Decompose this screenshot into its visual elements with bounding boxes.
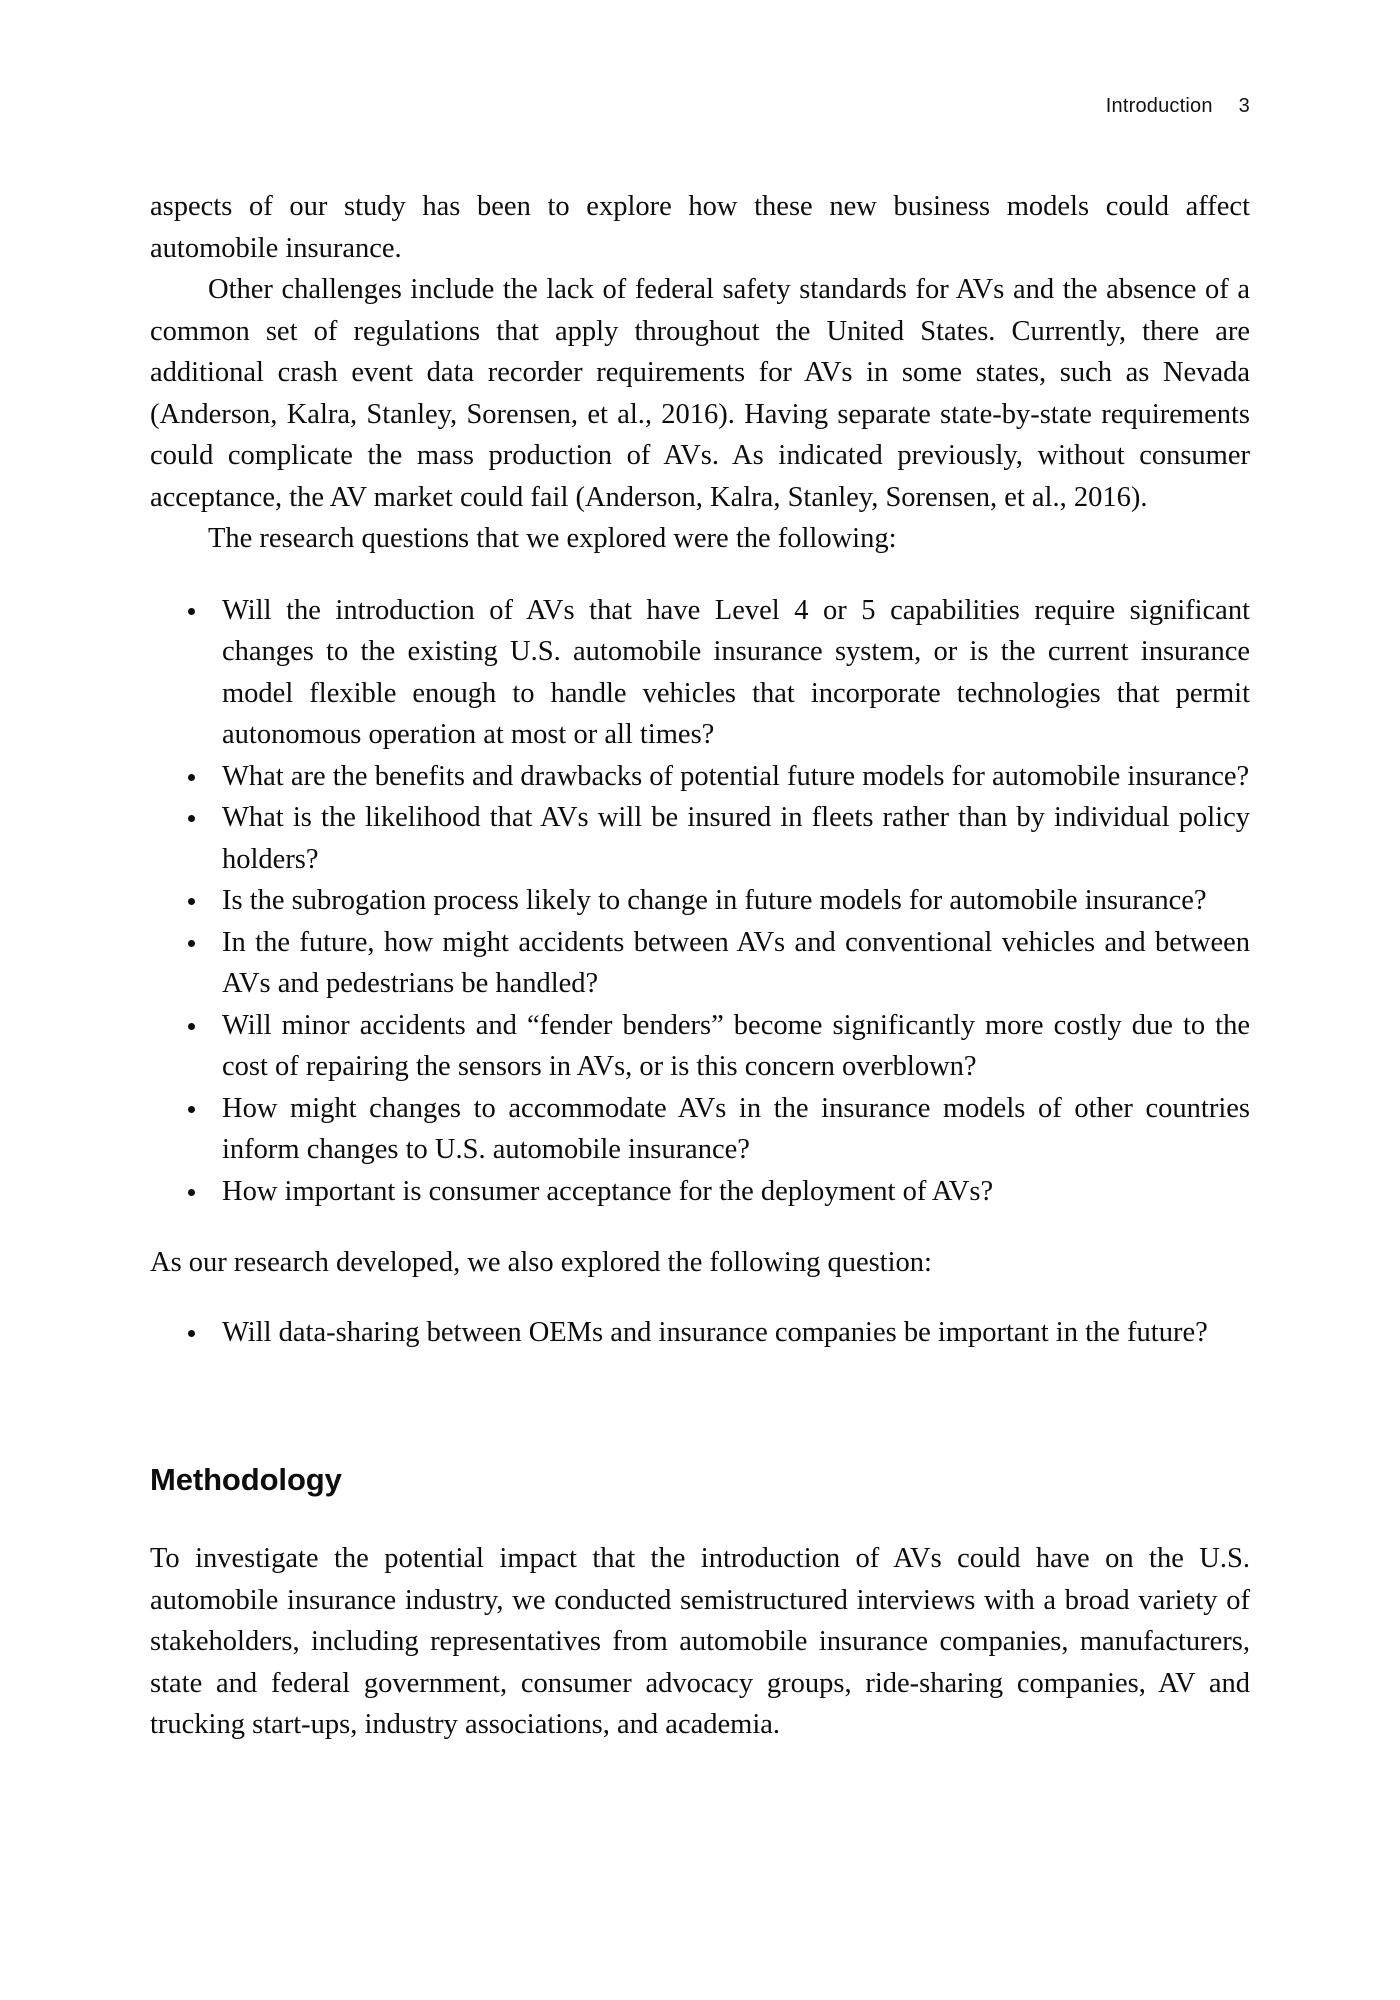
paragraph-continued: aspects of our study has been to explore how these new business models could affect automobile insurance.	[150, 191, 1250, 264]
list-item: How important is consumer acceptance for the deployment of AVs?	[150, 1171, 1250, 1213]
section-heading-methodology: Methodology	[150, 1462, 342, 1497]
paragraph-research-questions-intro: The research questions that we explored were the following:	[208, 523, 897, 554]
list-item: What are the benefits and drawbacks of potential future models for automobile insurance?	[150, 756, 1250, 798]
paragraph-additional-question-intro: As our research developed, we also explored the following question:	[150, 1247, 932, 1278]
running-head	[150, 96, 1250, 116]
research-questions-list	[150, 590, 1250, 1213]
page-number: 3	[1238, 95, 1250, 117]
text-column	[150, 186, 1250, 1746]
spacer	[150, 1212, 1250, 1242]
running-head-section-title: Introduction	[1105, 95, 1213, 117]
spacer	[150, 1353, 1250, 1461]
paragraph-methodology: To investigate the potential impact that the introduction of AVs could have on the U.S. automobile insurance industry, we conducted semistructured interviews with a broad variety of stakeholders, including representatives from automobile insurance companies, manufacturers, state and federal government, consumer advocacy groups, ride-sharing companies, AV and trucking start-ups, industry associations, and academia.	[150, 1543, 1250, 1741]
additional-questions-list	[150, 1312, 1250, 1354]
list-item: Will minor accidents and “fender benders” become significantly more costly due to the cost of repairing the sensors in AVs, or is this concern overblown?	[150, 1005, 1250, 1088]
paragraph-other-challenges: Other challenges include the lack of federal safety standards for AVs and the absence of a common set of regulations that apply throughout the United States. Currently, there are additional crash event data recorder requirements for AVs in some states, such as Nevada (Anderson, Kalra, Stanley, Sorensen, et al., 2016). Having separate state-by-state requirements could complicate the mass production of AVs. As indicated previously, without consumer acceptance, the AV market could fail (Anderson, Kalra, Stanley, Sorensen, et al., 2016).	[150, 274, 1250, 513]
list-item: What is the likelihood that AVs will be insured in fleets rather than by individual policy holders?	[150, 797, 1250, 880]
list-item: Will the introduction of AVs that have Level 4 or 5 capabilities require significant changes to the existing U.S. automobile insurance system, or is the current insurance model flexible enough to handle vehicles that incorporate technologies that permit autonomous operation at most or all times?	[150, 590, 1250, 756]
list-item: Will data-sharing between OEMs and insurance companies be important in the future?	[150, 1312, 1250, 1354]
list-item: How might changes to accommodate AVs in the insurance models of other countries inform changes to U.S. automobile insurance?	[150, 1088, 1250, 1171]
list-item: Is the subrogation process likely to change in future models for automobile insurance?	[150, 880, 1250, 922]
list-item: In the future, how might accidents between AVs and conventional vehicles and between AVs and pedestrians be handled?	[150, 922, 1250, 1005]
spacer	[150, 1498, 1250, 1538]
